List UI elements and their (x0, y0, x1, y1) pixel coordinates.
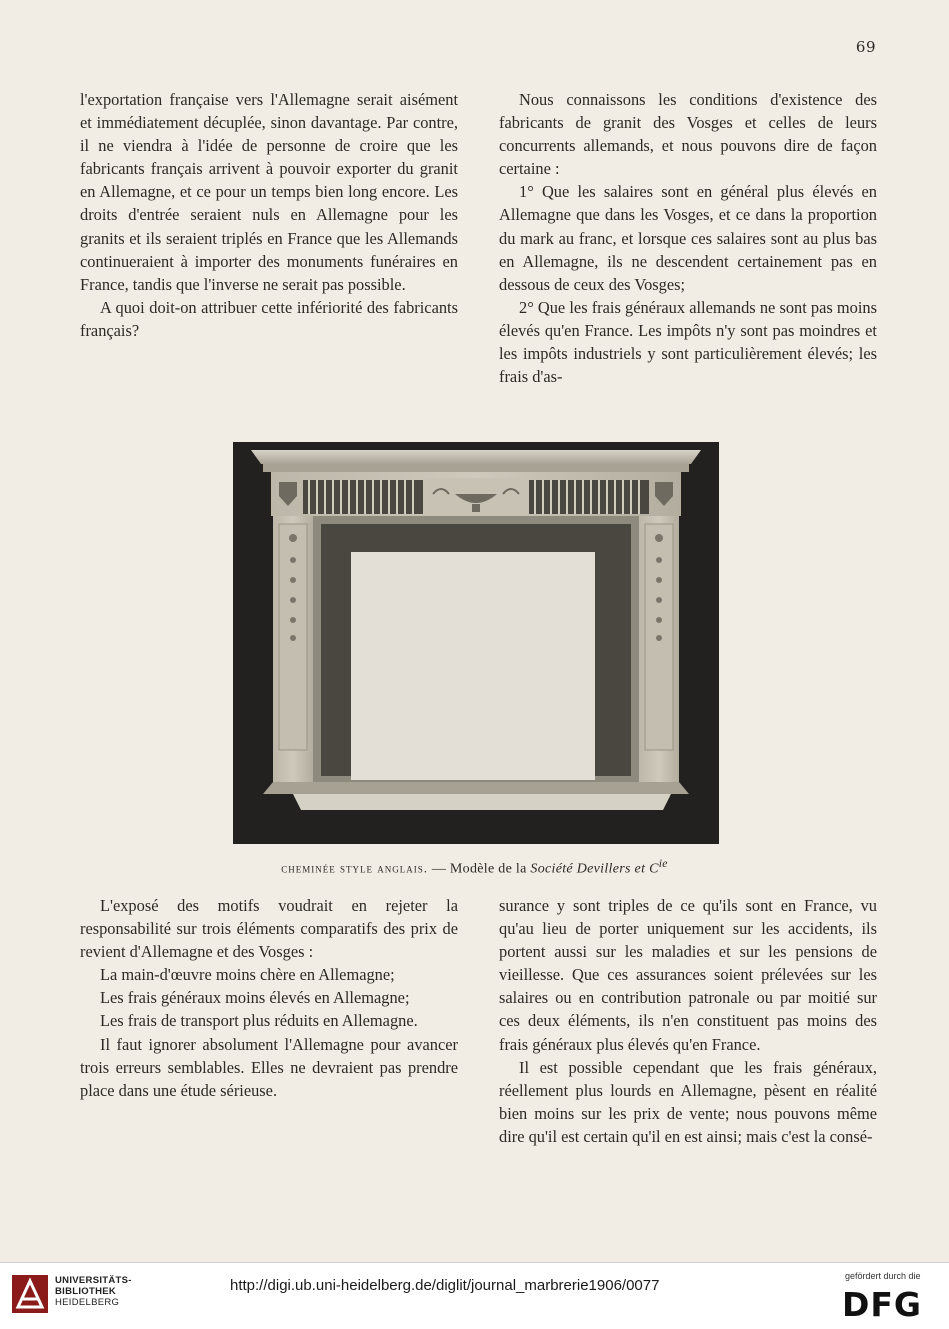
institution-line: BIBLIOTHEK (55, 1286, 117, 1297)
institution-line: UNIVERSITÄTS- (55, 1275, 132, 1286)
viewer-footer (0, 1262, 949, 1329)
text-column-bottom-right (499, 894, 877, 1148)
paragraph: l'exportation française vers l'Allemagne serait aisément et immédiatement décuplée, sinon davantage. Par contre, il ne viendra à l'idée de personne de croire que les fabricants français arrivent à pouvoir exporter du granit en Allemagne, et ce pour un temps bien long encore. Les droits d'entrée seraient nuls en Allemagne pour les granits et ils seraient triplés en France que les Allemands continueraient à importer des monuments funéraires en France, tandis que l'inverse ne serait pas possible. (80, 90, 458, 294)
caption-company: Société Devillers et C (530, 861, 659, 877)
caption-connector: — Modèle de la (428, 861, 531, 877)
caption-title: cheminée style anglais. (281, 860, 429, 876)
text-column-top-left (80, 88, 458, 342)
hearth-slab (293, 794, 671, 810)
university-seal-icon[interactable] (10, 1273, 50, 1315)
permalink-url[interactable]: http://digi.ub.uni-heidelberg.de/diglit/journal_marbrerie1906/0077 (230, 1277, 660, 1294)
text-column-top-right (499, 88, 877, 388)
institution-name[interactable] (55, 1275, 132, 1308)
paragraph: Les frais généraux moins élevés en Allemagne; (100, 988, 410, 1008)
paragraph: 1° Que les salaires sont en général plus élevés en Allemagne que dans les Vosges, et ce dans la proportion du mark au franc, et lorsque ces salaires sont au plus bas en Allemagne, ils ne descendent certainement pas en dessous de ceux des Vosges; (499, 182, 877, 294)
paragraph: 2° Que les frais généraux allemands ne sont pas moins élevés qu'en France. Les impôts n'y sont pas moindres et les impôts industriels y sont particulièrement élevés; les frais d'as- (499, 297, 877, 387)
paragraph: Nous connaissons les conditions d'existence des fabricants de granit des Vosges et celles de leurs concurrents allemands, et nous pouvons dire de façon certaine : (499, 90, 877, 179)
fireplace-photograph (233, 442, 719, 844)
figure-caption (120, 857, 829, 878)
page-number: 69 (855, 38, 876, 56)
sponsor-label: gefördert durch die (845, 1271, 921, 1281)
paragraph: Les frais de transport plus réduits en Allemagne. (100, 1011, 418, 1031)
institution-line: HEIDELBERG (55, 1297, 120, 1308)
paragraph: Il faut ignorer absolument l'Allemagne pour avancer trois erreurs semblables. Elles ne devraient pas prendre place dans une étude sérieuse. (80, 1034, 458, 1100)
paragraph: surance y sont triples de ce qu'ils sont en France, vu qu'au lieu de porter uniquement sur les accidents, ils portent aussi sur les maladies et sur les pensions de vieillesse. Que ces assurances soient prélevées sur les salaires ou en contribution patronale ou par moitié sur ces deux éléments, ils n'en constituent pas moins des frais généraux plus élevés qu'en France. (499, 896, 877, 1054)
paragraph: A quoi doit-on attribuer cette infériorité des fabricants français? (80, 297, 458, 340)
text-column-bottom-left (80, 894, 458, 1102)
fireplace-illustration (233, 442, 719, 844)
paragraph: La main-d'œuvre moins chère en Allemagne; (100, 965, 395, 985)
caption-company-suffix: ie (658, 857, 668, 870)
dfg-logo[interactable]: DFG (842, 1285, 923, 1324)
mantel-shelf (251, 450, 701, 464)
paragraph: L'exposé des motifs voudrait en rejeter la responsabilité sur trois éléments comparatifs des prix de revient d'Allemagne et des Vosges : (80, 896, 458, 962)
fireboard-panel (351, 552, 595, 780)
paragraph: Il est possible cependant que les frais généraux, réellement plus lourds en Allemagne, pèsent en réalité bien moins sur les prix de vente; nous pouvons même dire qu'il est certain qu'il en est ainsi; mais c'est la consé- (499, 1057, 877, 1146)
